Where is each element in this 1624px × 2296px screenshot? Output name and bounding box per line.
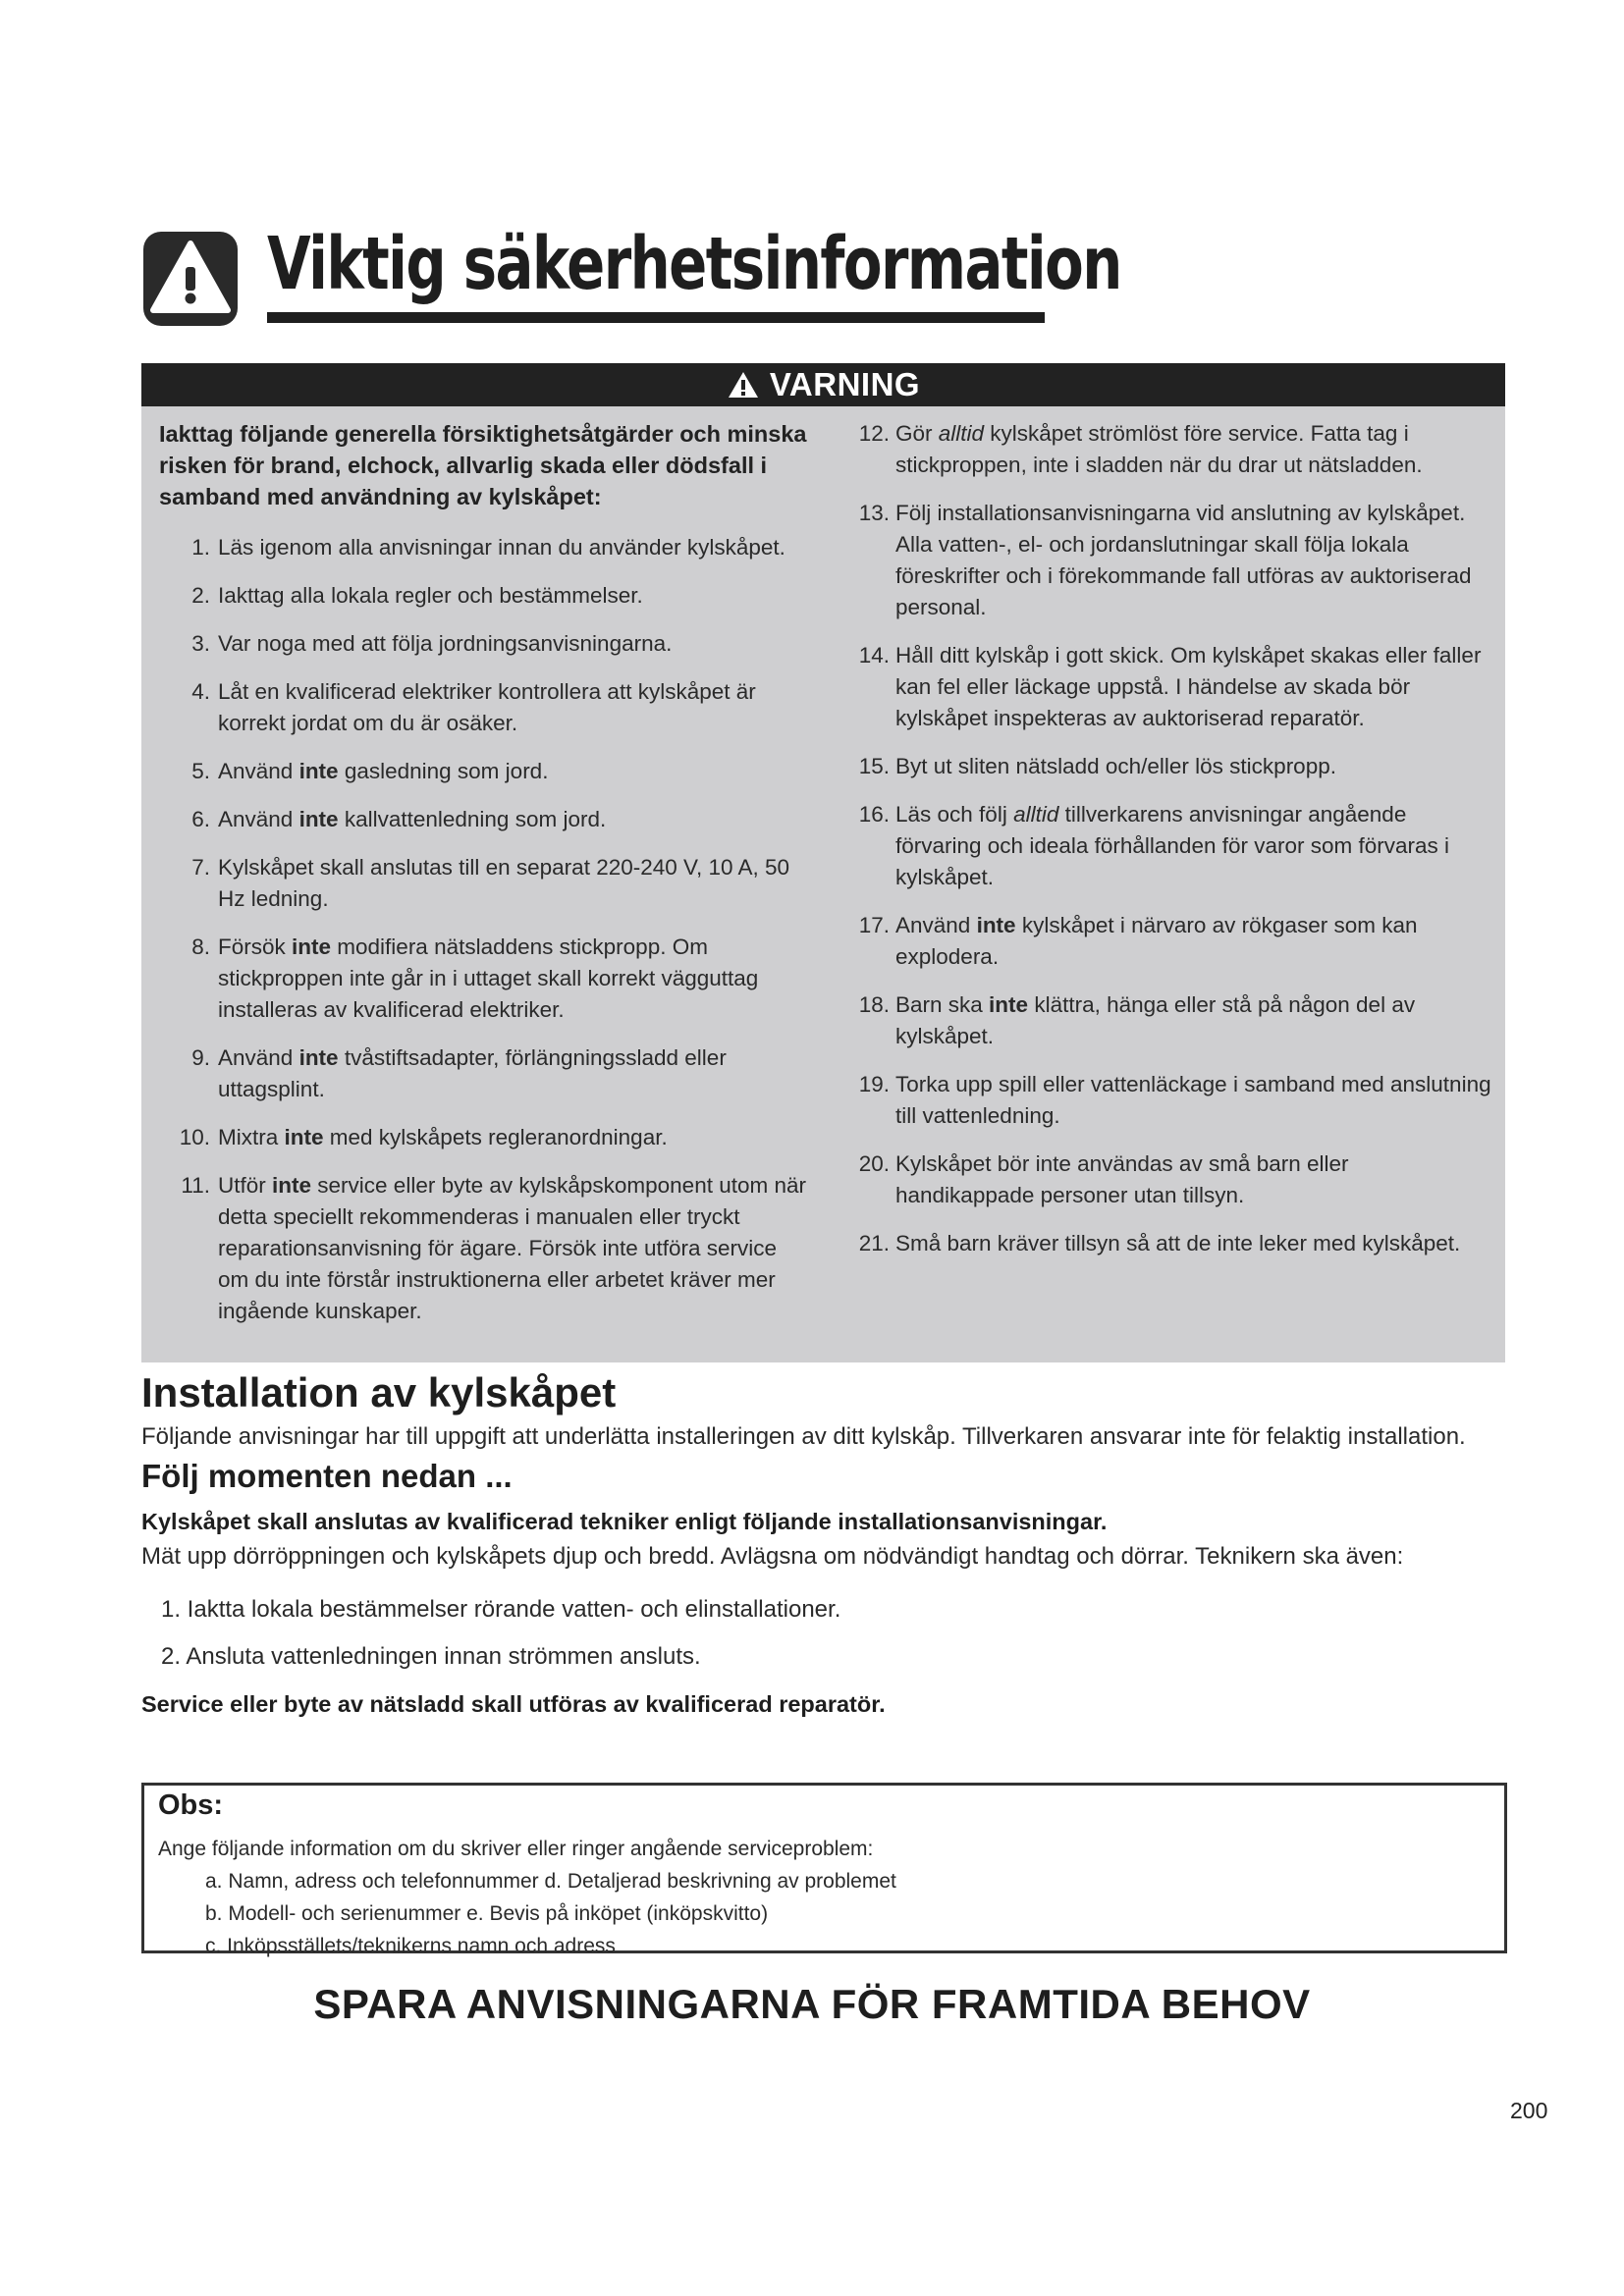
warning-item-text: Utför	[218, 1173, 273, 1198]
warning-item-number: 10.	[179, 1125, 210, 1149]
warning-item	[854, 910, 1492, 973]
title-underline	[267, 312, 1045, 323]
warning-triangle-icon	[727, 370, 760, 400]
warning-item-text: Använd	[218, 1045, 299, 1070]
warning-item-text: kylskåpet i närvaro av rökgaser som kan explodera.	[895, 913, 1418, 969]
warning-item-number: 1.	[191, 535, 210, 560]
warning-item	[159, 532, 807, 563]
installation-intro: Följande anvisningar har till uppgift att underlätta installeringen av ditt kylskåp. Tillverkaren ansvarar inte för felaktig installation.	[141, 1423, 1466, 1450]
warning-item-number: 16.	[858, 802, 890, 827]
warning-box	[141, 363, 1505, 1362]
measure-instructions: Mät upp dörröppningen och kylskåpets djup och bredd. Avlägsna om nödvändigt handtag och dörrar. Teknikern ska även:	[141, 1543, 1404, 1570]
warning-item-number: 18.	[858, 992, 890, 1017]
warning-intro: Iakttag följande generella försiktighetsåtgärder och minska risken för brand, elchock, allvarlig skada eller dödsfall i samband med användning av kylskåpet:	[159, 421, 807, 509]
save-instructions-banner: SPARA ANVISNINGARNA FÖR FRAMTIDA BEHOV	[313, 1981, 1311, 2027]
warning-item-number: 17.	[858, 913, 890, 937]
warning-item-number: 6.	[191, 807, 210, 831]
obs-text: Ange följande information om du skriver eller ringer angående serviceproblem:	[158, 1838, 874, 1860]
warning-item-text: service eller byte av kylskåpskomponent utom när detta speciellt rekommenderas i manualen eller tryckt reparationsanvisning för ägare. Försök inte utföra service om du inte förstår instruktionerna eller arbetet kräver mer ingående kunskaper.	[218, 1173, 807, 1323]
warning-item	[159, 1170, 807, 1327]
warning-column-right	[854, 418, 1492, 1276]
technician-note: Kylskåpet skall anslutas av kvalificerad tekniker enligt följande installationsanvisningar.	[141, 1509, 1108, 1534]
warning-header-label: VARNING	[769, 366, 921, 402]
warning-item-number: 7.	[191, 855, 210, 880]
obs-title: Obs:	[158, 1789, 224, 1821]
warning-item-number: 13.	[858, 501, 890, 525]
warning-item-text: Låt en kvalificerad elektriker kontrollera att kylskåpet är korrekt jordat om du är osäker.	[218, 679, 756, 735]
warning-item-text: klättra, hänga eller stå på någon del av kylskåpet.	[895, 992, 1416, 1048]
obs-line: b. Modell- och serienummer e. Bevis på inköpet (inköpskvitto)	[205, 1902, 769, 1925]
page-number: 200	[1510, 2098, 1548, 2123]
warning-item-emphasis: inte	[292, 934, 332, 959]
warning-header	[141, 363, 1505, 406]
warning-item-text: kallvattenledning som jord.	[338, 807, 607, 831]
warning-item-text: Försök	[218, 934, 293, 959]
warning-item-number: 9.	[191, 1045, 210, 1070]
warning-item-text: Följ installationsanvisningarna vid anslutning av kylskåpet. Alla vatten-, el- och jordanslutningar skall följa lokala föreskrifter och i förekommande fall utföras av auktoriserad personal.	[895, 501, 1472, 619]
warning-item	[159, 1122, 807, 1153]
warning-item-text: Iakttag alla lokala regler och bestämmelser.	[218, 583, 643, 608]
warning-item-number: 19.	[858, 1072, 890, 1096]
warning-item-emphasis: inte	[298, 807, 339, 831]
warning-item-italic: alltid	[938, 421, 985, 446]
warning-item	[854, 1069, 1492, 1132]
warning-item-emphasis: inte	[272, 1173, 312, 1198]
warning-item	[159, 628, 807, 660]
warning-item-text: Gör	[895, 421, 939, 446]
installation-heading: Installation av kylskåpet	[141, 1369, 617, 1415]
page-title: Viktig säkerhetsinformation	[267, 222, 1121, 306]
warning-item	[854, 640, 1492, 734]
warning-item-number: 14.	[858, 643, 890, 667]
warning-item-text: modifiera nätsladdens stickpropp. Om stickproppen inte går in i uttaget skall korrekt vägguttag installeras av kvalificerad elektriker.	[218, 934, 759, 1022]
warning-item	[854, 1228, 1492, 1259]
warning-item	[159, 852, 807, 915]
obs-line: a. Namn, adress och telefonnummer d. Detaljerad beskrivning av problemet	[205, 1870, 896, 1893]
steps-subheading: Följ momenten nedan ...	[141, 1458, 513, 1494]
warning-item-number: 3.	[191, 631, 210, 656]
warning-item-text: med kylskåpets regleranordningar.	[323, 1125, 668, 1149]
warning-item	[159, 804, 807, 835]
warning-triangle-icon	[141, 230, 240, 328]
warning-item-number: 12.	[858, 421, 890, 446]
technician-step: 2. Ansluta vattenledningen innan strömmen ansluts.	[161, 1643, 701, 1670]
warning-item-text: Små barn kräver tillsyn så att de inte leker med kylskåpet.	[895, 1231, 1461, 1255]
technician-step: 1. Iaktta lokala bestämmelser rörande vatten- och elinstallationer.	[161, 1596, 841, 1623]
warning-item-text: Läs igenom alla anvisningar innan du använder kylskåpet.	[218, 535, 785, 560]
warning-item-text: kylskåpet strömlöst före service. Fatta tag i stickproppen, inte i sladden när du drar ut nätsladden.	[895, 421, 1423, 477]
warning-item	[159, 580, 807, 612]
warning-item-text: Var noga med att följa jordningsanvisningarna.	[218, 631, 673, 656]
warning-item-text: tillverkarens anvisningar angående förvaring och ideala förhållanden för varor som förvaras i kylskåpet.	[895, 802, 1450, 889]
warning-item-text: Använd	[218, 759, 299, 783]
warning-item	[854, 989, 1492, 1052]
warning-item-italic: alltid	[1013, 802, 1059, 827]
warning-item-text: gasledning som jord.	[338, 759, 549, 783]
warning-item-text: Byt ut sliten nätsladd och/eller lös stickpropp.	[895, 754, 1336, 778]
warning-item-number: 8.	[191, 934, 210, 959]
warning-item-text: tvåstiftsadapter, förlängningssladd eller uttagsplint.	[218, 1045, 727, 1101]
obs-list	[205, 1865, 896, 1962]
service-note: Service eller byte av nätsladd skall utföras av kvalificerad reparatör.	[141, 1691, 886, 1717]
warning-item-number: 15.	[858, 754, 890, 778]
warning-item-number: 4.	[191, 679, 210, 704]
warning-item-text: Använd	[218, 807, 299, 831]
warning-item	[854, 498, 1492, 623]
warning-item-number: 21.	[858, 1231, 890, 1255]
warning-list-right	[854, 418, 1492, 1259]
warning-item	[159, 676, 807, 739]
installation-section	[141, 1366, 1508, 1722]
warning-item-text: Läs och följ	[895, 802, 1014, 827]
page-title-block	[141, 222, 1121, 336]
warning-item-text: Använd	[895, 913, 977, 937]
warning-item-emphasis: inte	[989, 992, 1029, 1017]
warning-item-text: Kylskåpet skall anslutas till en separat 220-240 V, 10 A, 50 Hz ledning.	[218, 855, 790, 911]
obs-box	[141, 1783, 1507, 1957]
warning-item-number: 5.	[191, 759, 210, 783]
warning-item	[159, 756, 807, 787]
warning-item	[159, 1042, 807, 1105]
warning-item	[854, 1148, 1492, 1211]
obs-line: c. Inköpsställets/teknikerns namn och adress	[205, 1935, 616, 1957]
warning-item	[854, 799, 1492, 893]
warning-item-text: Kylskåpet bör inte användas av små barn eller handikappade personer utan tillsyn.	[895, 1151, 1349, 1207]
warning-item-text: Barn ska	[895, 992, 990, 1017]
technician-steps	[141, 1592, 1508, 1675]
warning-item-emphasis: inte	[298, 759, 339, 783]
warning-item-text: Mixtra	[218, 1125, 285, 1149]
warning-item-number: 20.	[858, 1151, 890, 1176]
warning-item-emphasis: inte	[284, 1125, 324, 1149]
warning-item-number: 2.	[191, 583, 210, 608]
warning-item	[854, 418, 1492, 481]
warning-list-left	[159, 532, 807, 1327]
warning-item	[159, 932, 807, 1026]
warning-item-emphasis: inte	[298, 1045, 339, 1070]
warning-item	[854, 751, 1492, 782]
warning-item-number: 11.	[181, 1173, 210, 1198]
warning-item-emphasis: inte	[976, 913, 1016, 937]
warning-item-text: Torka upp spill eller vattenläckage i samband med anslutning till vattenledning.	[895, 1072, 1491, 1128]
warning-column-left	[159, 418, 807, 1344]
warning-item-text: Håll ditt kylskåp i gott skick. Om kylskåpet skakas eller faller kan fel eller läckage uppstå. I händelse av skada bör kylskåpet inspekteras av auktoriserad reparatör.	[895, 643, 1482, 730]
